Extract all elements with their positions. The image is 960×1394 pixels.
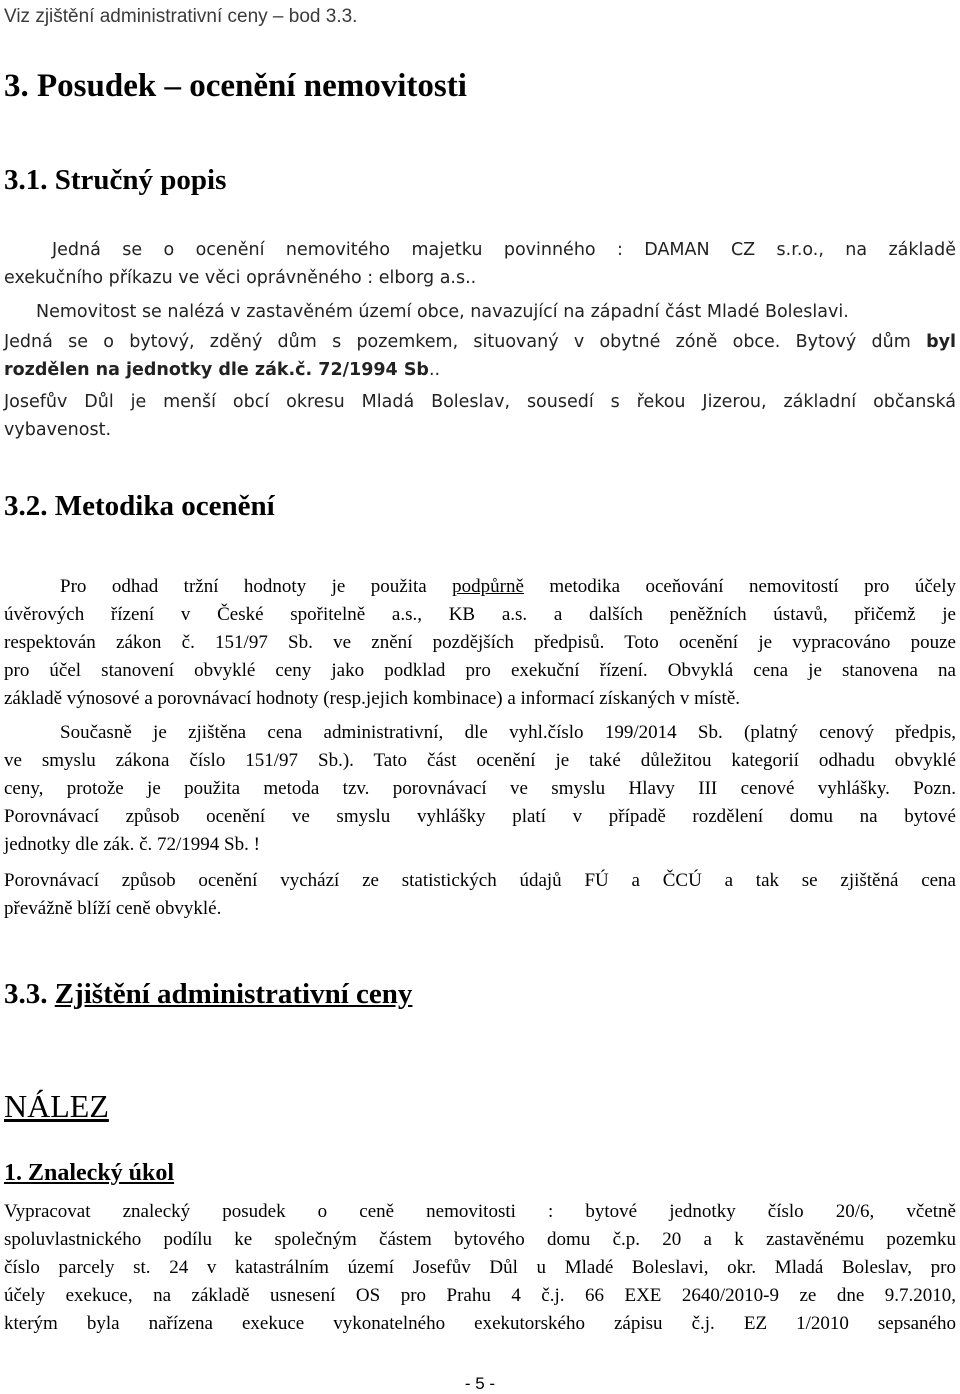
s32-line-2: úvěrových řízení v České spořitelně a.s., KB a.s. a dalších peněžních ústavů, přičemž je [4, 604, 956, 625]
task-line-1: Vypracovat znalecký posudek o ceně nemovitosti : bytové jednotky číslo 20/6, včetně [4, 1201, 956, 1222]
nalez-heading: NÁLEZ [4, 1088, 109, 1124]
s31-line-5 [4, 356, 956, 384]
section-3-2-title: 3.2. Metodika ocenění [4, 490, 275, 522]
s32-line-3: respektován zákon č. 151/97 Sb. ve znění pozdějších předpisů. Toto ocenění je vypracováno pouze [4, 632, 956, 653]
s32-line-1a: Pro odhad tržní hodnoty je použita [60, 576, 453, 597]
task-line-5: kterým byla nařízena exekuce vykonatelného exekutorského zápisu č.j. EZ 1/2010 sepsaného [4, 1313, 956, 1334]
page-header: Viz zjištění administrativní ceny – bod 3.3. [4, 6, 358, 27]
s31-line-5-bold: rozdělen na jednotky dle zák.č. 72/1994 Sb [4, 360, 429, 380]
section-3-title: 3. Posudek – ocenění nemovitosti [4, 68, 467, 104]
s32-line-9: Porovnávací způsob ocenění ve smyslu vyhlášky platí v případě rozdělení domu na bytové [4, 806, 956, 827]
section-3-3-text: Zjištění administrativní ceny [54, 978, 413, 1010]
s31-line-4-bold: byl [926, 332, 956, 352]
s31-line-2: exekučního příkazu ve věci oprávněného : elborg a.s.. [4, 268, 477, 288]
s32-line-12: převážně blíží ceně obvyklé. [4, 898, 222, 919]
s31-line-7: vybavenost. [4, 420, 112, 440]
s31-line-1: Jedná se o ocenění nemovitého majetku povinného : DAMAN CZ s.r.o., na základě [52, 240, 956, 260]
s32-line-7: ve smyslu zákona číslo 151/97 Sb.). Tato část ocenění je také důležitou kategorií odhadu obvyklé [4, 750, 956, 771]
s31-line-6: Josefův Důl je menší obcí okresu Mladá Boleslav, sousedí s řekou Jizerou, základní občanská [4, 392, 956, 412]
task-line-3: číslo parcely st. 24 v katastrálním území Josefův Důl u Mladé Boleslavi, okr. Mladá Boleslav, pro [4, 1257, 956, 1278]
task-body [4, 1198, 956, 1338]
s31-line-3: Nemovitost se nalézá v zastavěném území obce, navazující na západní část Mladé Boleslavi. [36, 302, 849, 322]
task-line-2: spoluvlastnického podílu ke společným částem bytového domu č.p. 20 a k zastavěnému pozemku [4, 1229, 956, 1250]
s32-line-6: Současně je zjištěna cena administrativní, dle vyhl.číslo 199/2014 Sb. (platný cenový předpis, [60, 722, 956, 743]
s31-line-4 [4, 328, 956, 356]
s32-line-10: jednotky dle zák. č. 72/1994 Sb. ! [4, 834, 260, 855]
s32-line-11: Porovnávací způsob ocenění vychází ze statistických údajů FÚ a ČCÚ a tak se zjištěná cena [4, 870, 956, 891]
s32-line-4: pro účel stanovení obvyklé ceny jako podklad pro exekuční řízení. Obvyklá cena je stanovena na [4, 660, 956, 681]
s32-line-1-underlined: podpůrně [452, 576, 524, 597]
section-3-2-body [4, 573, 956, 923]
s32-line-8: ceny, protože je použita metoda tzv. porovnávací ve smyslu Hlavy III cenové vyhlášky. Pozn. [4, 778, 956, 799]
section-3-1-title: 3.1. Stručný popis [4, 164, 227, 196]
task-line-4: účely exekuce, na základě usnesení OS pro Prahu 4 č.j. 66 EXE 2640/2010-9 ze dne 9.7.2010, [4, 1285, 956, 1306]
s31-line-4-text: Jedná se o bytový, zděný dům s pozemkem, situovaný v obytné zóně obce. Bytový dům [4, 332, 911, 352]
page-number: - 5 - [464, 1374, 496, 1393]
section-3-1-body [4, 236, 956, 444]
s31-line-5-end: .. [428, 360, 441, 380]
section-3-3-title [4, 978, 412, 1011]
s32-line-1 [4, 573, 956, 601]
s32-line-1b: metodika oceňování nemovitostí pro účely [523, 576, 956, 597]
task-title: 1. Znalecký úkol [4, 1160, 175, 1186]
s32-line-5: základě výnosové a porovnávací hodnoty (resp.jejich kombinace) a informací získaných v místě. [4, 688, 740, 709]
section-3-3-number: 3.3. [4, 978, 55, 1010]
